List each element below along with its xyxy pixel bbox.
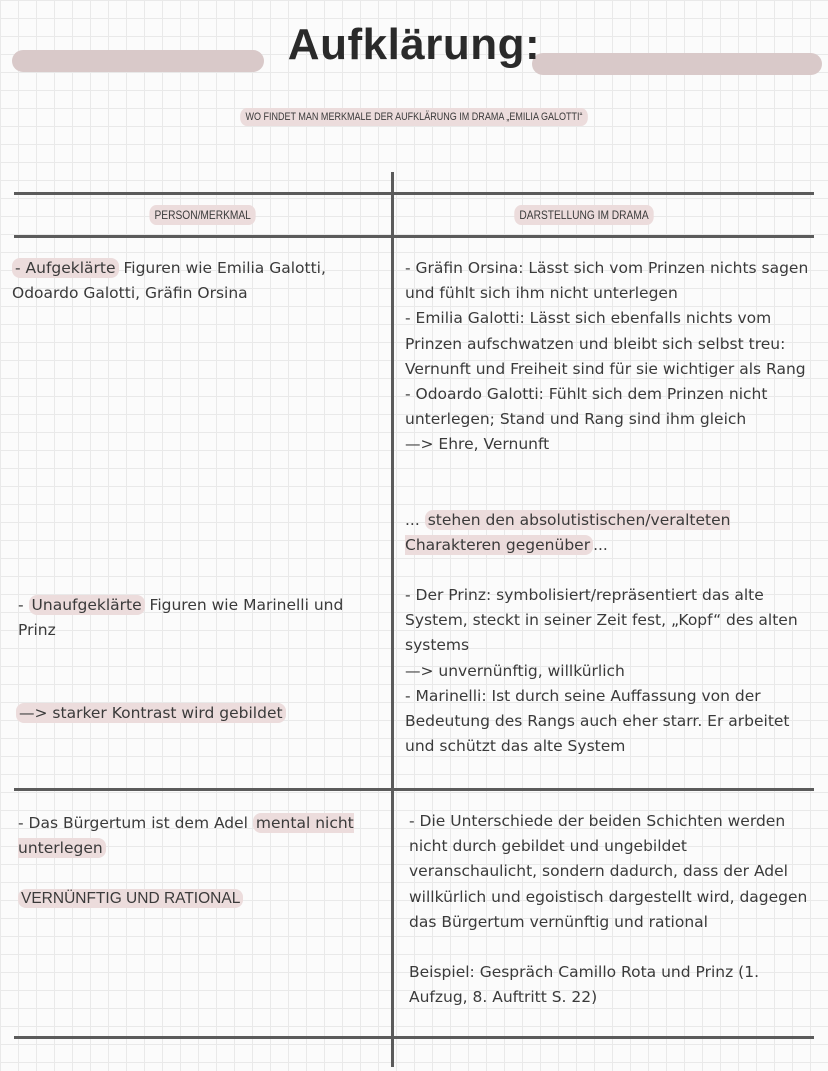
emilia-text: - Emilia Galotti: Lässt sich ebenfalls nichts vom Prinzen aufschwatzen und bleibt sich selbst treu: Vernunft und Freiheit sind für sie wichtiger als Rang — [405, 309, 806, 378]
row-divider-rule — [14, 788, 814, 791]
marinelli-text: - Marinelli: Ist durch seine Auffassung von der Bedeutung des Rangs auch eher starr. Er arbeitet und schützt das alte System — [405, 686, 790, 756]
row1-right-block1 — [405, 256, 813, 458]
row1-left-unenlightened: - Unaufgeklärte Figuren wie Marinelli und Prinz — [18, 596, 344, 640]
page-subtitle: WO FINDET MAN MERKMALE DER AUFKLÄRUNG IM DRAMA „EMILIA GALOTTI“ — [75, 111, 754, 123]
odoardo-text: - Odoardo Galotti: Fühlt sich dem Prinzen nicht unterlegen; Stand und Rang sind ihm gleich — [405, 385, 768, 429]
table-bottom-rule — [14, 1036, 814, 1039]
orsina-text: - Gräfin Orsina: Lässt sich vom Prinzen nichts sagen und fühlt sich ihm nicht unterlegen — [405, 259, 809, 303]
row1-right-block2 — [405, 583, 805, 759]
row2-left-buergertum: - Das Bürgertum ist dem Adel mental nicht unterlegen — [18, 814, 354, 858]
page-title: Aufklärung: — [287, 20, 541, 69]
row1-right-transition: ... stehen den absolutistischen/veralteten Charakteren gegenüber ... — [405, 511, 731, 555]
row2-left-rational: VERNÜNFTIG UND RATIONAL — [18, 886, 386, 911]
column-header-darstellung: DARSTELLUNG IM DRAMA — [394, 205, 774, 225]
row1-left-enlightened: - Aufgeklärte Figuren wie Emilia Galotti, Odoardo Galotti, Gräfin Orsina — [12, 259, 326, 303]
row2-right-unterschiede: - Die Unterschiede der beiden Schichten werden nicht durch gebildet und ungebildet veranschaulicht, sondern dadurch, dass der Adel willkürlich und egoistisch dargestellt wird, dagegen das Bürgertum vernünftig und rational — [409, 812, 808, 931]
row2-right-beispiel: Beispiel: Gespräch Camillo Rota und Prinz (1. Aufzug, 8. Auftritt S. 22) — [409, 963, 759, 1007]
odoardo-result: —> Ehre, Vernunft — [405, 435, 550, 454]
column-header-person: PERSON/MERKMAL — [14, 205, 391, 225]
row1-left-contrast: —> starker Kontrast wird gebildet — [16, 701, 382, 726]
prinz-text: - Der Prinz: symbolisiert/repräsentiert das alte System, steckt in seiner Zeit fest, „Kopf“ des alten systems — [405, 586, 798, 655]
column-divider — [391, 172, 394, 1067]
prinz-result: —> unvernünftig, willkürlich — [405, 661, 625, 680]
table-top-rule — [14, 192, 814, 195]
header-bottom-rule — [14, 235, 814, 238]
